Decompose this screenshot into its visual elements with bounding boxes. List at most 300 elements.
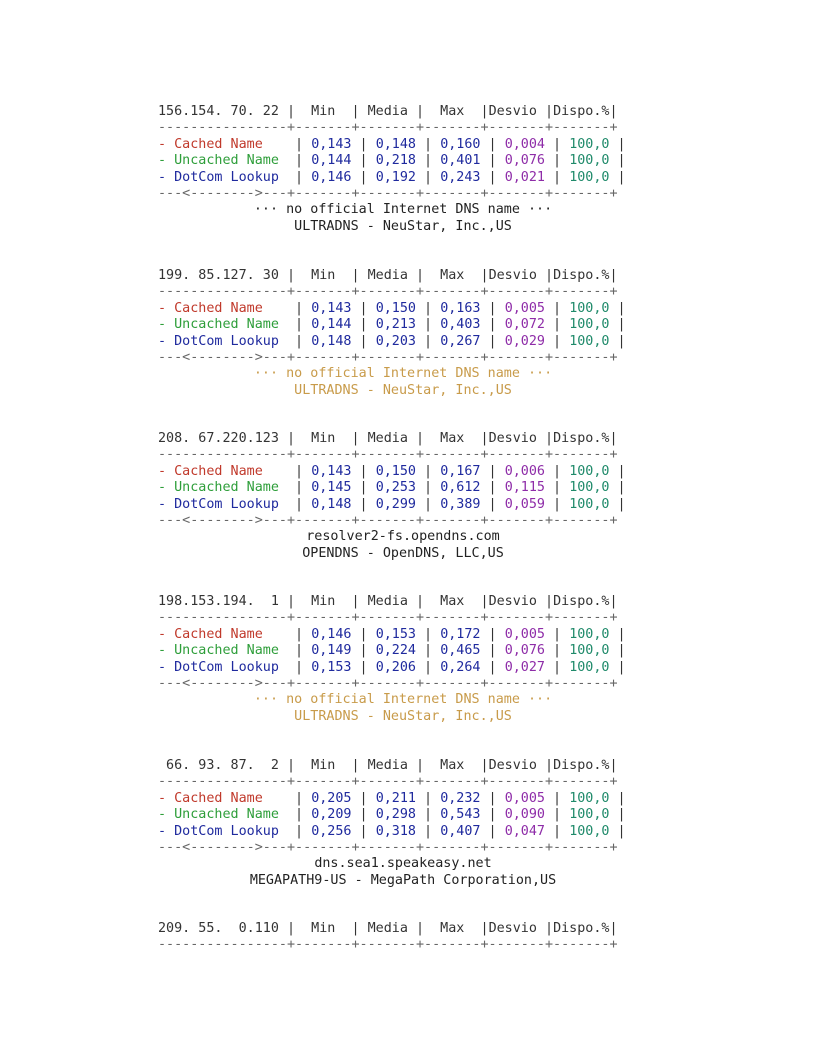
column-divider: | [416,659,441,675]
column-divider: | [416,268,425,283]
row-label: - Cached Name [158,300,287,316]
result-value: 0,005 [504,626,545,642]
result-value: 0,150 [375,300,416,316]
server-ip: 156.154. 70. 22 [158,104,279,119]
column-divider: | [351,153,376,169]
column-divider: | [351,626,376,642]
column-header: Desvio [488,104,545,119]
result-value: 0,072 [504,317,545,333]
column-divider: | [416,463,441,479]
result-value: 0,232 [440,790,481,806]
column-divider: | [287,169,312,185]
result-value: 0,224 [375,643,416,659]
column-divider: | [351,496,376,512]
server-block [158,758,658,889]
result-value: 0,076 [504,153,545,169]
result-value: 100,0 [569,790,610,806]
column-divider: | [416,431,425,446]
column-divider: | [609,317,634,333]
dns-name: ··· no official Internet DNS name ··· [253,692,553,708]
row-label: - Uncached Name [158,317,287,333]
column-header: Dispo.% [553,104,610,119]
result-value: 0,021 [504,169,545,185]
result-value: 0,076 [504,643,545,659]
column-header: Min [295,268,352,283]
separator-line [158,774,658,790]
column-divider: | [278,431,296,446]
column-header: Desvio [488,268,545,283]
column-divider: | [480,153,505,169]
server-header-line [158,921,658,937]
column-divider: | [480,431,489,446]
column-header: Dispo.% [553,268,610,283]
server-block [158,594,658,725]
column-header: Dispo.% [553,921,610,936]
column-divider: | [609,153,634,169]
owner-line [158,546,648,562]
column-divider: | [609,807,634,823]
column-header: Max [424,268,481,283]
column-divider: | [416,758,425,773]
column-divider: | [545,758,554,773]
column-divider: | [609,758,618,773]
server-ip: 209. 55. 0.110 [158,921,279,936]
result-value: 0,143 [311,300,352,316]
column-header: Media [359,594,416,609]
result-value: 0,211 [375,790,416,806]
column-divider: | [480,169,505,185]
footer-separator-line [158,186,658,202]
result-row [158,480,658,496]
result-value: 0,160 [440,136,481,152]
result-row [158,301,658,317]
separator-text: ----------------+-------+-------+-------+-------+-------+ [158,447,618,463]
owner-line [158,383,648,399]
result-row [158,464,658,480]
result-value: 0,243 [440,169,481,185]
column-divider: | [278,104,296,119]
column-divider: | [545,268,554,283]
column-divider: | [351,268,360,283]
result-value: 0,148 [311,333,352,349]
column-divider: | [416,333,441,349]
column-header: Desvio [488,594,545,609]
server-header-line [158,594,658,610]
footer-separator-line [158,676,658,692]
column-divider: | [545,626,570,642]
server-block [158,104,658,235]
result-value: 0,403 [440,317,481,333]
result-row [158,317,658,333]
column-divider: | [416,807,441,823]
column-divider: | [287,480,312,496]
column-header: Desvio [488,431,545,446]
column-header: Media [359,431,416,446]
result-value: 0,203 [375,333,416,349]
column-divider: | [287,643,312,659]
result-value: 100,0 [569,480,610,496]
result-value: 0,153 [311,659,352,675]
result-value: 100,0 [569,169,610,185]
footer-separator-line [158,840,658,856]
separator-text: ---<-------->---+-------+-------+-------+-------+-------+ [158,512,618,528]
result-value: 0,213 [375,317,416,333]
row-label: - Cached Name [158,136,287,152]
column-divider: | [416,104,425,119]
column-divider: | [287,496,312,512]
column-divider: | [416,136,441,152]
result-value: 0,163 [440,300,481,316]
column-divider: | [278,268,296,283]
column-divider: | [480,333,505,349]
result-value: 0,206 [375,659,416,675]
column-divider: | [416,594,425,609]
dns-name: resolver2-fs.opendns.com [306,529,500,545]
column-divider: | [545,643,570,659]
column-divider: | [351,169,376,185]
column-divider: | [287,823,312,839]
column-header: Desvio [488,921,545,936]
separator-line [158,120,658,136]
server-ip: 66. 93. 87. 2 [158,758,279,773]
result-row [158,170,658,186]
column-header: Min [295,758,352,773]
column-header: Max [424,431,481,446]
dns-name: ··· no official Internet DNS name ··· [253,202,553,218]
column-divider: | [609,268,618,283]
result-value: 0,029 [504,333,545,349]
column-divider: | [545,317,570,333]
column-divider: | [545,136,570,152]
separator-line [158,284,658,300]
column-header: Max [424,921,481,936]
result-row [158,153,658,169]
column-divider: | [480,480,505,496]
row-label: - DotCom Lookup [158,496,287,512]
column-divider: | [351,431,360,446]
result-value: 0,090 [504,807,545,823]
separator-text: ----------------+-------+-------+-------+-------+-------+ [158,610,618,626]
column-divider: | [416,480,441,496]
column-divider: | [416,643,441,659]
column-divider: | [480,790,505,806]
row-label: - DotCom Lookup [158,333,287,349]
column-divider: | [278,758,296,773]
result-value: 0,153 [375,626,416,642]
column-divider: | [609,104,618,119]
column-divider: | [480,463,505,479]
separator-text: ----------------+-------+-------+-------+-------+-------+ [158,774,618,790]
row-label: - Uncached Name [158,153,287,169]
column-divider: | [351,300,376,316]
separator-text: ---<-------->---+-------+-------+-------+-------+-------+ [158,185,618,201]
server-block [158,431,658,562]
result-value: 0,318 [375,823,416,839]
column-divider: | [287,300,312,316]
separator-text: ---<-------->---+-------+-------+-------+-------+-------+ [158,675,618,691]
column-divider: | [609,136,634,152]
dns-name-line [158,529,648,545]
result-value: 0,006 [504,463,545,479]
column-divider: | [480,300,505,316]
result-value: 0,148 [311,496,352,512]
column-divider: | [545,463,570,479]
dns-name: dns.sea1.speakeasy.net [314,856,492,872]
separator-text: ----------------+-------+-------+-------+-------+-------+ [158,284,618,300]
column-divider: | [609,169,634,185]
column-divider: | [545,823,570,839]
result-value: 0,256 [311,823,352,839]
column-header: Min [295,921,352,936]
column-divider: | [480,104,489,119]
owner-line [158,873,648,889]
result-value: 0,146 [311,626,352,642]
result-value: 0,389 [440,496,481,512]
column-divider: | [480,594,489,609]
server-block [158,921,658,954]
column-divider: | [609,431,618,446]
separator-line [158,447,658,463]
column-header: Min [295,104,352,119]
column-divider: | [545,807,570,823]
column-header: Dispo.% [553,758,610,773]
column-divider: | [351,643,376,659]
footer-separator-line [158,513,658,529]
column-divider: | [609,333,634,349]
column-divider: | [287,153,312,169]
column-divider: | [545,790,570,806]
server-header-line [158,758,658,774]
column-divider: | [609,594,618,609]
result-value: 100,0 [569,136,610,152]
result-value: 0,253 [375,480,416,496]
separator-line [158,610,658,626]
result-value: 0,027 [504,659,545,675]
result-value: 0,299 [375,496,416,512]
column-divider: | [416,921,425,936]
result-value: 0,143 [311,136,352,152]
column-divider: | [545,921,554,936]
column-divider: | [545,431,554,446]
result-value: 0,218 [375,153,416,169]
column-divider: | [416,153,441,169]
column-divider: | [416,317,441,333]
column-header: Media [359,104,416,119]
result-value: 100,0 [569,496,610,512]
result-value: 0,146 [311,169,352,185]
column-divider: | [287,790,312,806]
row-label: - Uncached Name [158,480,287,496]
column-divider: | [287,463,312,479]
result-value: 0,150 [375,463,416,479]
column-divider: | [416,496,441,512]
result-row [158,791,658,807]
column-divider: | [278,594,296,609]
result-value: 0,264 [440,659,481,675]
column-header: Max [424,104,481,119]
column-header: Max [424,758,481,773]
row-label: - Uncached Name [158,643,287,659]
column-divider: | [416,790,441,806]
result-value: 0,543 [440,807,481,823]
dns-name-line [158,366,648,382]
column-divider: | [287,659,312,675]
column-divider: | [287,136,312,152]
column-divider: | [545,104,554,119]
column-divider: | [480,807,505,823]
result-value: 100,0 [569,626,610,642]
column-divider: | [287,333,312,349]
result-value: 0,192 [375,169,416,185]
server-ip: 199. 85.127. 30 [158,268,279,283]
column-header: Dispo.% [553,594,610,609]
dns-owner: ULTRADNS - NeuStar, Inc.,US [294,382,512,398]
server-ip: 198.153.194. 1 [158,594,279,609]
dns-name: ··· no official Internet DNS name ··· [253,366,553,382]
column-divider: | [351,594,360,609]
result-value: 0,005 [504,790,545,806]
column-header: Dispo.% [553,431,610,446]
column-divider: | [609,300,634,316]
column-divider: | [351,921,360,936]
server-block [158,268,658,399]
column-divider: | [351,333,376,349]
owner-line [158,709,648,725]
result-value: 0,167 [440,463,481,479]
column-divider: | [609,463,634,479]
result-row [158,824,658,840]
column-divider: | [351,136,376,152]
column-divider: | [480,136,505,152]
column-divider: | [609,480,634,496]
result-value: 100,0 [569,153,610,169]
result-value: 0,149 [311,643,352,659]
server-ip: 208. 67.220.123 [158,431,279,446]
dns-name-line [158,856,648,872]
result-value: 100,0 [569,463,610,479]
column-divider: | [545,496,570,512]
result-value: 0,205 [311,790,352,806]
column-divider: | [416,626,441,642]
column-divider: | [609,626,634,642]
result-row [158,660,658,676]
column-divider: | [480,496,505,512]
row-label: - DotCom Lookup [158,169,287,185]
column-header: Media [359,921,416,936]
result-value: 0,209 [311,807,352,823]
result-value: 100,0 [569,643,610,659]
result-value: 0,115 [504,480,545,496]
row-label: - Cached Name [158,463,287,479]
result-value: 0,005 [504,300,545,316]
column-divider: | [545,333,570,349]
column-divider: | [287,317,312,333]
column-divider: | [609,643,634,659]
column-divider: | [609,921,618,936]
result-value: 0,144 [311,153,352,169]
result-value: 0,144 [311,317,352,333]
column-divider: | [351,790,376,806]
column-divider: | [351,807,376,823]
column-divider: | [609,659,634,675]
column-divider: | [416,823,441,839]
footer-separator-line [158,350,658,366]
column-divider: | [480,626,505,642]
column-divider: | [480,643,505,659]
result-value: 100,0 [569,823,610,839]
result-value: 0,465 [440,643,481,659]
column-divider: | [351,104,360,119]
result-value: 0,047 [504,823,545,839]
result-value: 100,0 [569,300,610,316]
result-value: 0,407 [440,823,481,839]
dns-owner: ULTRADNS - NeuStar, Inc.,US [294,708,512,724]
column-divider: | [480,659,505,675]
dns-owner: OPENDNS - OpenDNS, LLC,US [302,545,504,561]
column-divider: | [480,317,505,333]
owner-line [158,219,648,235]
separator-text: ----------------+-------+-------+-------+-------+-------+ [158,120,618,136]
row-label: - DotCom Lookup [158,823,287,839]
column-header: Min [295,594,352,609]
column-divider: | [480,268,489,283]
separator-line [158,937,658,953]
result-value: 100,0 [569,317,610,333]
result-value: 0,267 [440,333,481,349]
result-row [158,334,658,350]
column-divider: | [480,758,489,773]
result-value: 100,0 [569,659,610,675]
result-value: 0,172 [440,626,481,642]
row-label: - Cached Name [158,790,287,806]
column-divider: | [545,480,570,496]
column-divider: | [480,823,505,839]
column-divider: | [351,317,376,333]
column-divider: | [287,626,312,642]
result-row [158,137,658,153]
column-divider: | [545,153,570,169]
column-divider: | [351,758,360,773]
result-row [158,627,658,643]
column-divider: | [351,480,376,496]
result-value: 0,145 [311,480,352,496]
column-divider: | [287,807,312,823]
column-divider: | [609,823,634,839]
result-value: 0,401 [440,153,481,169]
server-header-line [158,431,658,447]
column-divider: | [278,921,296,936]
result-value: 0,612 [440,480,481,496]
result-row [158,643,658,659]
dns-name-line [158,692,648,708]
column-divider: | [545,594,554,609]
result-row [158,497,658,513]
row-label: - Cached Name [158,626,287,642]
separator-text: ---<-------->---+-------+-------+-------+-------+-------+ [158,349,618,365]
column-header: Media [359,758,416,773]
result-value: 0,148 [375,136,416,152]
result-value: 0,298 [375,807,416,823]
result-value: 0,143 [311,463,352,479]
result-value: 0,004 [504,136,545,152]
column-divider: | [545,169,570,185]
dns-name-line [158,202,648,218]
column-header: Max [424,594,481,609]
dns-owner: MEGAPATH9-US - MegaPath Corporation,US [249,872,557,888]
separator-text: ----------------+-------+-------+-------+-------+-------+ [158,937,618,953]
column-divider: | [609,790,634,806]
column-header: Media [359,268,416,283]
